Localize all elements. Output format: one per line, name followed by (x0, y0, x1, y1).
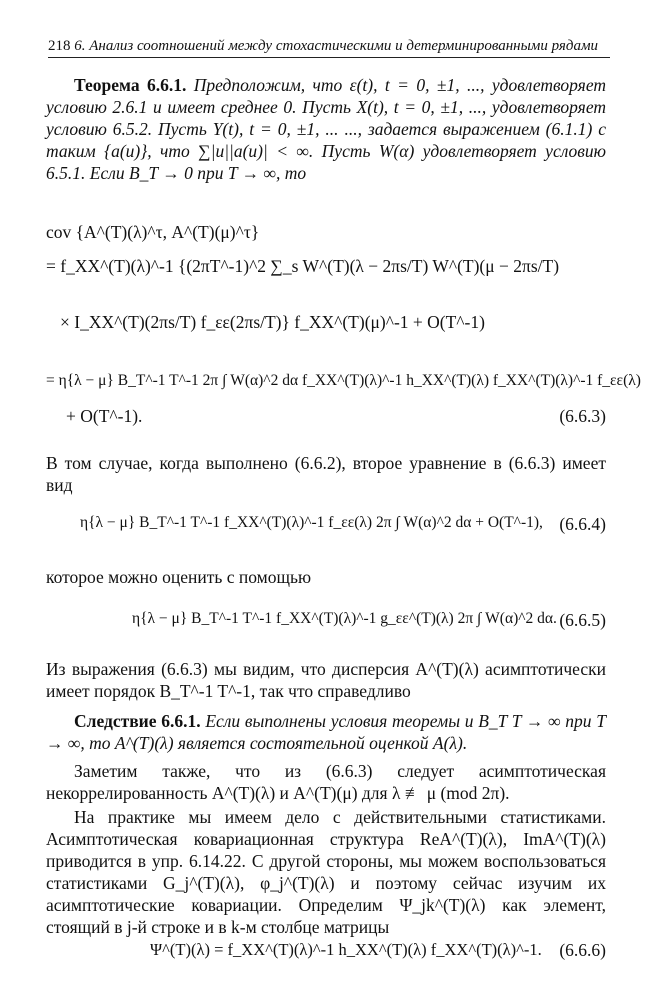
theorem-block (46, 74, 606, 184)
equation-6-6-4: η{λ − μ} B_T^-1 T^-1 f_XX^(T)(λ)^-1 f_εε(λ) 2π ∫ W(α)^2 dα + O(T^-1), (80, 514, 543, 531)
equation-6-6-5: η{λ − μ} B_T^-1 T^-1 f_XX^(T)(λ)^-1 g_εε^(T)(λ) 2π ∫ W(α)^2 dα. (132, 610, 557, 627)
theorem-label: Теорема 6.6.1. (74, 75, 187, 95)
corollary-label: Следствие 6.6.1. (74, 711, 201, 731)
paragraph-4: Заметим также, что из (6.6.3) следует асимптотическая некоррелированность A^(T)(λ) и A^(T)(μ) для λ ≢ μ (mod 2π). (46, 761, 606, 803)
equation-line-3: × I_XX^(T)(2πs/T) f_εε(2πs/T)} f_XX^(T)(μ)^-1 + O(T^-1) (60, 312, 485, 332)
equation-number-6-6-5: (6.6.5) (559, 610, 606, 630)
equation-6-6-6: Ψ^(T)(λ) = f_XX^(T)(λ)^-1 h_XX^(T)(λ) f_XX^(T)(λ)^-1. (150, 940, 542, 959)
page-number: 218 (48, 38, 71, 54)
theorem-text: Предположим, что ε(t), t = 0, ±1, ..., удовлетворяет условию 2.6.1 и имеет среднее 0. Пусть X(t), t = 0, ±1, ..., удовлетворяет условию 6.5.2. Пусть Y(t), t = 0, ±1, ... ..., задается выражением (6.1.1) с таким {a(u)}, что ∑|u||a(u)| < ∞. Пусть W(α) удовлетворяет условию 6.5.1. Если B_T → 0 при T → ∞, то (46, 75, 606, 183)
equation-line-5: + O(T^-1). (66, 406, 143, 426)
equation-number-6-6-6: (6.6.6) (559, 940, 606, 960)
paragraph-1: В том случае, когда выполнено (6.6.2), второе уравнение в (6.6.3) имеет вид (46, 453, 606, 495)
paragraph-5: На практике мы имеем дело с действительными статистиками. Асимптотическая ковариационная структура ReA^(T)(λ), ImA^(T)(λ) приводится в упр. 6.14.22. С другой стороны, мы можем воспользоваться статистиками G_j^(T)(λ), φ_j^(T)(λ) и поэтому сейчас изучим их асимптотические ковариации. Определим Ψ_jk^(T)(λ) как элемент, стоящий в j-й строке и в k-м столбце матрицы (46, 807, 606, 937)
equation-number-6-6-3: (6.6.3) (559, 406, 606, 426)
equation-line-2: = f_XX^(T)(λ)^-1 {(2πT^-1)^2 ∑_s W^(T)(λ − 2πs/T) W^(T)(μ − 2πs/T) (46, 256, 560, 276)
paragraph-3: Из выражения (6.6.3) мы видим, что дисперсия A^(T)(λ) асимптотически имеет порядок B_T^-1 T^-1, так что справедливо (46, 659, 606, 701)
equation-line-4: = η{λ − μ} B_T^-1 T^-1 2π ∫ W(α)^2 dα f_XX^(T)(λ)^-1 h_XX^(T)(λ) f_XX^(T)(λ)^-1 f_εε(λ) (46, 372, 641, 389)
corollary-text: Если выполнены условия теоремы и B_T T → ∞ при T → ∞, то A^(T)(λ) является состоятельной оценкой A(λ). (46, 711, 607, 753)
paragraph-2: которое можно оценить с помощью (46, 567, 312, 587)
corollary-block (46, 710, 606, 754)
equation-cov: cov {A^(T)(λ)^τ, A^(T)(μ)^τ} (46, 222, 260, 242)
running-title: 6. Анализ соотношений между стохастическими и детерминированными рядами (74, 38, 599, 54)
equation-number-6-6-4: (6.6.4) (559, 514, 606, 534)
running-header (48, 38, 610, 58)
